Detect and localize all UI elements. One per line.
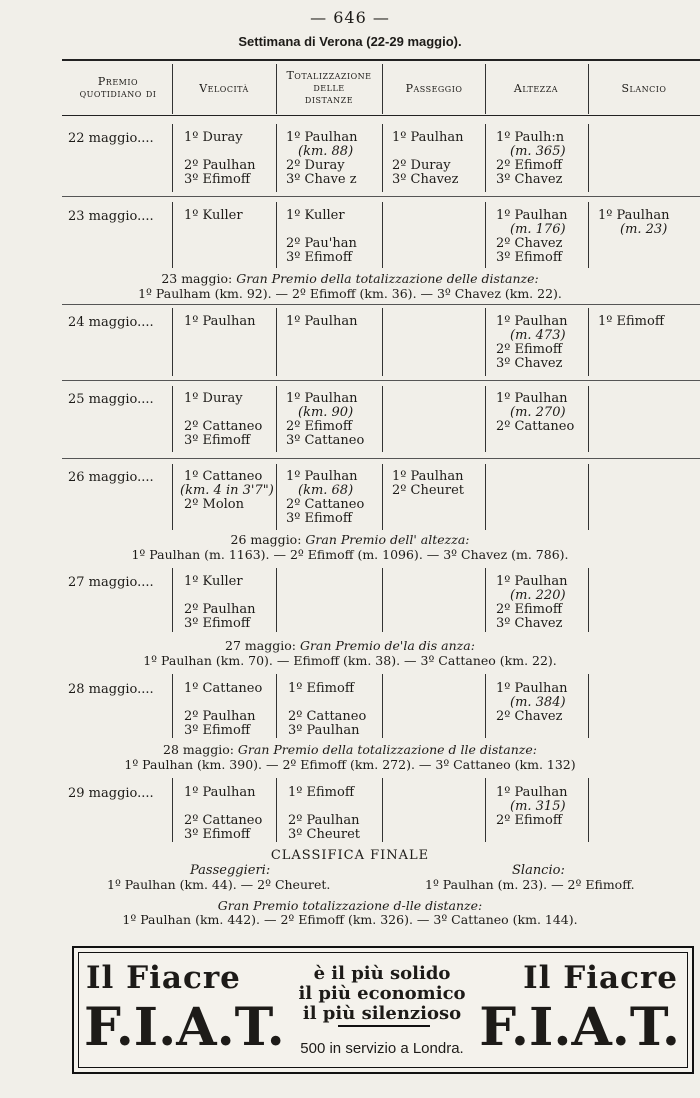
day-label: 27 maggio.... <box>68 575 154 590</box>
result-line: 3º Chavez <box>392 172 459 187</box>
cell-altezza <box>496 209 567 265</box>
row-divider <box>485 464 486 530</box>
ad-line-solido: è il più solido <box>313 963 451 984</box>
ad-il-fiacre-left: Il Fiacre <box>86 960 241 996</box>
day-label: 22 maggio.... <box>68 131 154 146</box>
result-line: 3º Efimoff <box>286 511 353 526</box>
result-line: 2º Cheuret <box>392 483 465 498</box>
cell-slancio <box>598 209 669 237</box>
day-label: 25 maggio.... <box>68 392 154 407</box>
row-divider <box>588 464 589 530</box>
result-line: 1º Paulhan <box>392 469 464 484</box>
ad-il-fiacre-right: Il Fiacre <box>523 960 678 996</box>
gp-date: 23 maggio: <box>161 271 237 286</box>
cell-altezza <box>496 392 574 434</box>
header-tot-line1: Totalizzazione <box>286 69 372 82</box>
result-detail: (km. 68) <box>298 483 354 498</box>
grand-prize-title <box>0 532 700 547</box>
result-line: 2º Paulhan <box>184 158 256 173</box>
row-divider <box>382 386 383 452</box>
slancio-result: 1º Paulhan (m. 23). — 2º Efimoff. <box>425 877 635 892</box>
result-line <box>184 406 262 420</box>
cell-totalizzazione <box>286 131 357 187</box>
row-divider <box>382 308 383 376</box>
cell-slancio <box>598 315 664 329</box>
result-detail: (m. 384) <box>510 695 566 710</box>
row-divider <box>382 674 383 738</box>
result-line: 3º Chave z <box>286 172 357 187</box>
header-divider <box>382 64 383 114</box>
cell-totalizzazione <box>288 786 360 842</box>
result-line: 1º Paulhan <box>184 785 256 800</box>
result-line: 2º Paulhan <box>184 602 256 617</box>
ad-ornament-divider <box>338 1025 430 1027</box>
classifica-title: CLASSIFICA FINALE <box>270 848 430 863</box>
cell-altezza <box>496 131 566 187</box>
table-header-rule <box>62 115 700 116</box>
row-divider <box>276 308 277 376</box>
header-divider <box>588 64 589 114</box>
result-line: 2º Chavez <box>496 709 563 724</box>
result-line: 1º Paulhan <box>286 130 358 145</box>
result-detail: (m. 315) <box>510 799 566 814</box>
gp-name: Gran Premio dell' altezza: <box>305 532 470 547</box>
cell-totalizzazione <box>286 392 364 448</box>
result-line: 3º Efimoff <box>496 250 563 265</box>
result-line: 1º Paulhan <box>496 681 568 696</box>
cell-totalizzazione <box>286 315 357 329</box>
result-line: 1º Paulh:n <box>496 130 565 145</box>
result-detail: (m. 23) <box>620 222 668 237</box>
row-divider <box>172 124 173 192</box>
result-line: 3º Cattaneo <box>286 433 365 448</box>
result-line: 1º Efimoff <box>288 785 355 800</box>
result-line <box>288 696 366 710</box>
row-divider <box>588 124 589 192</box>
result-line: 1º Paulhan <box>496 785 568 800</box>
grand-prize-result: 1º Paulham (km. 92). — 2º Efimoff (km. 36). — 3º Chavez (km. 22). <box>138 286 562 301</box>
cell-totalizzazione <box>286 209 357 265</box>
header-velocita: Velocità <box>199 82 249 95</box>
result-detail: (m. 270) <box>510 405 566 420</box>
result-line: 3º Chavez <box>496 616 563 631</box>
row-divider <box>485 568 486 632</box>
result-line: 2º Cattaneo <box>184 419 263 434</box>
result-line: 1º Paulhan <box>286 314 358 329</box>
ad-line-silenzioso: il più silenzioso <box>302 1003 462 1024</box>
result-line: 1º Kuller <box>286 208 345 223</box>
result-line: 1º Kuller <box>184 208 243 223</box>
row-divider <box>382 568 383 632</box>
gp-date: 26 maggio: <box>230 532 306 547</box>
cell-velocita <box>184 786 262 842</box>
result-line: 3º Efimoff <box>184 827 251 842</box>
result-line: 2º Cattaneo <box>496 419 575 434</box>
result-line: 1º Cattaneo <box>184 681 263 696</box>
result-line: 1º Cattaneo <box>184 469 263 484</box>
row-divider <box>172 202 173 268</box>
row-divider <box>276 124 277 192</box>
row-divider <box>382 202 383 268</box>
row-divider <box>588 568 589 632</box>
grand-prize-result: 1º Paulhan (km. 70). — Efimoff (km. 38). — 3º Cattaneo (km. 22). <box>143 653 557 668</box>
result-line: 3º Chavez <box>496 172 563 187</box>
row-divider <box>382 124 383 192</box>
day-label: 23 maggio.... <box>68 209 154 224</box>
result-line: 2º Efimoff <box>496 342 563 357</box>
result-line: 3º Chavez <box>496 356 563 371</box>
result-line: 2º Efimoff <box>496 158 563 173</box>
row-divider <box>172 674 173 738</box>
result-detail: (km. 88) <box>298 144 354 159</box>
grand-prize-title <box>0 742 700 757</box>
row-divider <box>276 386 277 452</box>
result-line: 1º Paulhan <box>286 469 358 484</box>
row-divider <box>276 464 277 530</box>
day-label: 28 maggio.... <box>68 682 154 697</box>
result-line: 1º Duray <box>184 391 243 406</box>
result-line: 2º Efimoff <box>496 602 563 617</box>
header-totalizzazione <box>276 70 382 106</box>
header-passeggio: Passeggio <box>405 82 463 95</box>
result-line: 2º Molon <box>184 497 245 512</box>
header-divider <box>276 64 277 114</box>
row-divider <box>588 778 589 842</box>
result-line: 3º Efimoff <box>286 250 353 265</box>
row-divider <box>382 778 383 842</box>
passeggieri-result: 1º Paulhan (km. 44). — 2º Cheuret. <box>107 877 331 892</box>
row-divider <box>172 464 173 530</box>
result-line: 3º Efimoff <box>184 172 251 187</box>
header-premio-line1: Premio <box>97 75 139 88</box>
cell-velocita <box>184 131 255 187</box>
result-line: 2º Cattaneo <box>288 709 367 724</box>
result-line: 3º Efimoff <box>184 433 251 448</box>
row-rule <box>62 196 700 197</box>
result-line: 3º Efimoff <box>184 723 251 738</box>
row-divider <box>588 308 589 376</box>
cell-velocita <box>184 682 262 738</box>
cell-altezza <box>496 682 567 724</box>
header-slancio: Slancio <box>621 82 667 95</box>
result-line: 1º Paulhan <box>392 130 464 145</box>
ad-line-londra: 500 in servizio a Londra. <box>300 1040 464 1057</box>
ad-fiat-left: F.I.A.T. <box>84 997 285 1058</box>
result-detail: (km. 4 in 3'7") <box>180 483 274 498</box>
gp-name: Gran Premio de'la dis anza: <box>299 638 475 653</box>
row-divider <box>172 308 173 376</box>
cell-passeggio <box>392 470 464 498</box>
header-premio <box>64 76 172 100</box>
result-line: 1º Paulhan <box>496 391 568 406</box>
fiat-advertisement <box>72 946 694 1074</box>
row-divider <box>276 568 277 632</box>
row-divider <box>172 568 173 632</box>
result-detail: (km. 90) <box>298 405 354 420</box>
final-gp-result: 1º Paulhan (km. 442). — 2º Efimoff (km. 326). — 3º Cattaneo (km. 144). <box>122 912 578 927</box>
row-rule <box>62 458 700 459</box>
header-divider <box>485 64 486 114</box>
row-rule <box>62 380 700 381</box>
result-line: 2º Efimoff <box>286 419 353 434</box>
cell-totalizzazione <box>288 682 366 738</box>
day-label: 24 maggio.... <box>68 315 154 330</box>
page-title: Settimana di Verona (22-29 maggio). <box>238 34 462 49</box>
row-divider <box>485 778 486 842</box>
table-top-rule <box>62 59 700 61</box>
result-detail: (m. 473) <box>510 328 566 343</box>
result-line <box>288 800 360 814</box>
row-divider <box>172 386 173 452</box>
row-rule <box>62 304 700 305</box>
row-divider <box>485 308 486 376</box>
passeggieri-label: Passeggieri: <box>190 863 271 878</box>
result-line: 1º Efimoff <box>598 314 665 329</box>
result-line: 1º Duray <box>184 130 243 145</box>
result-line <box>392 145 463 159</box>
grand-prize-result: 1º Paulhan (km. 390). — 2º Efimoff (km. 272). — 3º Cattaneo (km. 132) <box>124 757 576 772</box>
row-divider <box>276 674 277 738</box>
cell-velocita <box>184 209 243 223</box>
cell-velocita <box>184 392 262 448</box>
result-line: 3º Cheuret <box>288 827 361 842</box>
result-line: 1º Paulhan <box>496 574 568 589</box>
row-divider <box>485 202 486 268</box>
gp-date: 28 maggio: <box>163 742 238 757</box>
row-divider <box>485 124 486 192</box>
cell-passeggio <box>392 131 463 187</box>
result-line: 2º Efimoff <box>496 813 563 828</box>
cell-altezza <box>496 575 567 631</box>
ad-fiat-right: F.I.A.T. <box>479 997 680 1058</box>
result-line: 2º Paulhan <box>288 813 360 828</box>
cell-altezza <box>496 786 567 828</box>
day-label: 26 maggio.... <box>68 470 154 485</box>
header-altezza: Altezza <box>513 82 559 95</box>
result-line: 2º Cattaneo <box>286 497 365 512</box>
row-divider <box>588 674 589 738</box>
result-line <box>286 223 357 237</box>
final-gp-label: Gran Premio totalizzazione d-lle distanze: <box>217 898 483 913</box>
gp-name: Gran Premio della totalizzazione delle distanze: <box>236 271 539 286</box>
row-divider <box>276 778 277 842</box>
gp-name: Gran Premio della totalizzazione d lle distanze: <box>237 742 537 757</box>
grand-prize-title <box>0 638 700 653</box>
grand-prize-result: 1º Paulhan (m. 1163). — 2º Efimoff (m. 1096). — 3º Chavez (m. 786). <box>131 547 569 562</box>
cell-totalizzazione <box>286 470 364 526</box>
result-line: 1º Kuller <box>184 574 243 589</box>
result-line: 1º Efimoff <box>288 681 355 696</box>
row-divider <box>588 386 589 452</box>
result-line: 2º Paulhan <box>184 709 256 724</box>
cell-velocita <box>184 315 255 329</box>
cell-velocita <box>184 575 255 631</box>
header-premio-line2: quotidiano di <box>79 87 157 100</box>
grand-prize-title <box>0 271 700 286</box>
result-line: 2º Pau'han <box>286 236 357 251</box>
result-detail: (m. 365) <box>510 144 566 159</box>
header-tot-line2: delle <box>313 81 345 94</box>
result-detail: (m. 176) <box>510 222 566 237</box>
row-divider <box>485 386 486 452</box>
page-number: — 646 — <box>310 8 390 27</box>
result-line: 2º Chavez <box>496 236 563 251</box>
ad-line-economico: il più economico <box>298 983 466 1004</box>
result-line: 1º Paulhan <box>496 314 568 329</box>
result-line: 1º Paulhan <box>496 208 568 223</box>
result-line <box>184 696 262 710</box>
slancio-label: Slancio: <box>512 863 565 878</box>
row-divider <box>382 464 383 530</box>
header-divider <box>172 64 173 114</box>
day-label: 29 maggio.... <box>68 786 154 801</box>
result-line: 1º Paulhan <box>598 208 670 223</box>
result-detail: (m. 220) <box>510 588 566 603</box>
result-line: 1º Paulhan <box>184 314 256 329</box>
result-line <box>184 589 255 603</box>
row-divider <box>485 674 486 738</box>
row-divider <box>276 202 277 268</box>
result-line <box>184 800 262 814</box>
result-line: 2º Duray <box>392 158 451 173</box>
result-line: 2º Duray <box>286 158 345 173</box>
result-line: 3º Paulhan <box>288 723 360 738</box>
cell-altezza <box>496 315 567 371</box>
result-line: 2º Cattaneo <box>184 813 263 828</box>
header-tot-line3: distanze <box>304 93 354 106</box>
gp-date: 27 maggio: <box>225 638 300 653</box>
cell-velocita <box>180 470 274 512</box>
row-divider <box>172 778 173 842</box>
result-line: 3º Efimoff <box>184 616 251 631</box>
row-divider <box>588 202 589 268</box>
result-line: 1º Paulhan <box>286 391 358 406</box>
result-line <box>184 145 255 159</box>
